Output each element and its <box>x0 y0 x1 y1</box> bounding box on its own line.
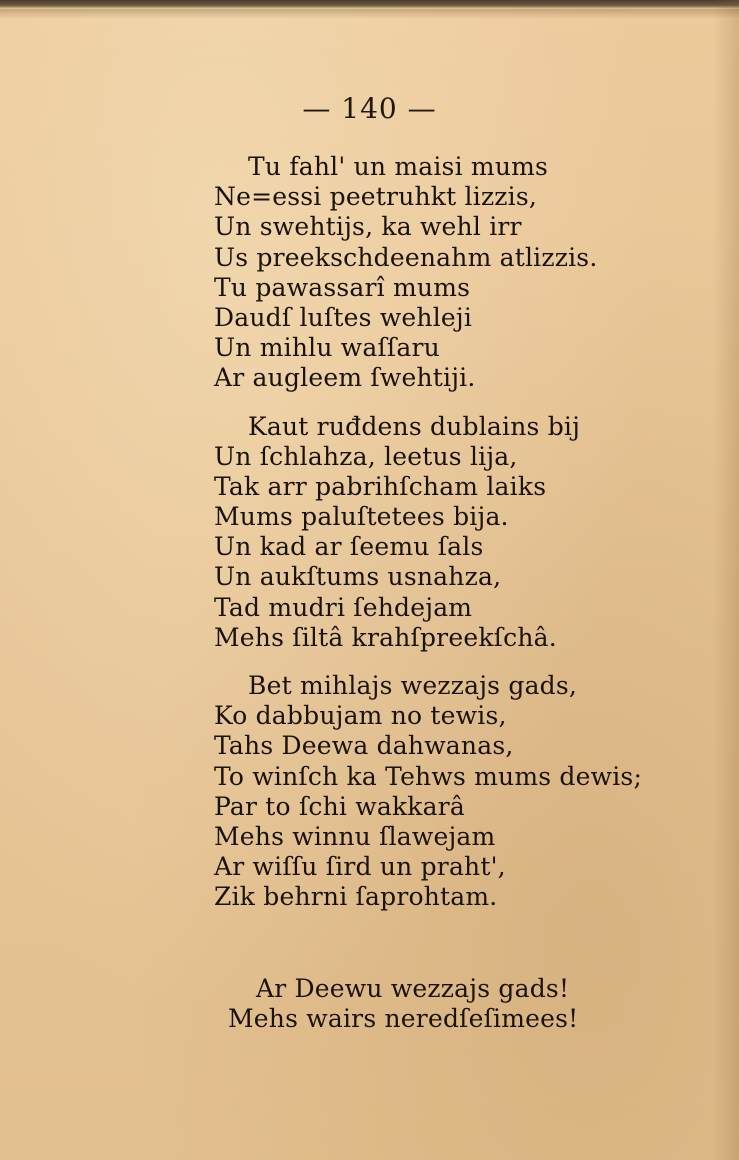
poem-line: Tu pawassarî mums <box>214 272 471 302</box>
poem-line: Tahs Deewa dahwanas, <box>214 731 514 761</box>
page-right-shadow <box>713 0 739 1160</box>
poem-line: Par to ſchi wakkarâ <box>214 791 466 821</box>
poem-line: Kaut ruđdens dublains bij <box>248 411 581 441</box>
poem-line: Un kad ar ſeemu ſals <box>214 532 484 562</box>
poem-line: Mums paluſtetees bija. <box>214 502 509 532</box>
poem-line: Us preekschdeenahm atlizzis. <box>214 242 598 272</box>
stanza-1 <box>214 152 684 394</box>
poem-line: Un swehtijs, ka wehl irr <box>214 212 522 242</box>
stanza-2 <box>214 412 684 654</box>
poem-line: Mehs ſiltâ krahſpreekſchâ. <box>214 622 557 652</box>
poem-line: Un ſchlahza, leetus lija, <box>214 441 518 471</box>
poem-line: To winſch ka Tehws mums dewis; <box>214 761 643 791</box>
closing-lines <box>214 974 684 1034</box>
page-top-edge <box>0 0 739 9</box>
poem <box>214 152 684 931</box>
poem-line: Un aukſtums usnahza, <box>214 562 502 592</box>
poem-line: Ar augleem ſwehtiji. <box>214 363 476 393</box>
poem-line: Tu fahl' un maisi mums <box>248 152 549 181</box>
poem-line: Ar wiſſu ſird un praht', <box>214 852 506 882</box>
poem-line: Tak arr pabrihſcham laiks <box>214 471 547 501</box>
closing-line: Mehs wairs neredſeſimees! <box>228 1004 579 1034</box>
page-top-shadow <box>0 9 739 19</box>
poem-line: Mehs winnu ſlawejam <box>214 821 496 851</box>
poem-line: Ko dabbujam no tewis, <box>214 701 507 731</box>
stanza-3 <box>214 671 684 913</box>
poem-line: Daudſ luſtes wehleji <box>214 302 473 332</box>
poem-line: Un mihlu waſſaru <box>214 333 440 363</box>
closing-line: Ar Deewu wezzajs gads! <box>256 974 570 1003</box>
page-number: — 140 — <box>302 92 437 125</box>
poem-line: Bet mihlajs wezzajs gads, <box>248 671 578 700</box>
poem-line: Ne=essi peetruhkt lizzis, <box>214 182 538 212</box>
poem-line: Zik behrni ſaprohtam. <box>214 882 498 912</box>
poem-line: Tad mudri ſehdejam <box>214 592 473 622</box>
